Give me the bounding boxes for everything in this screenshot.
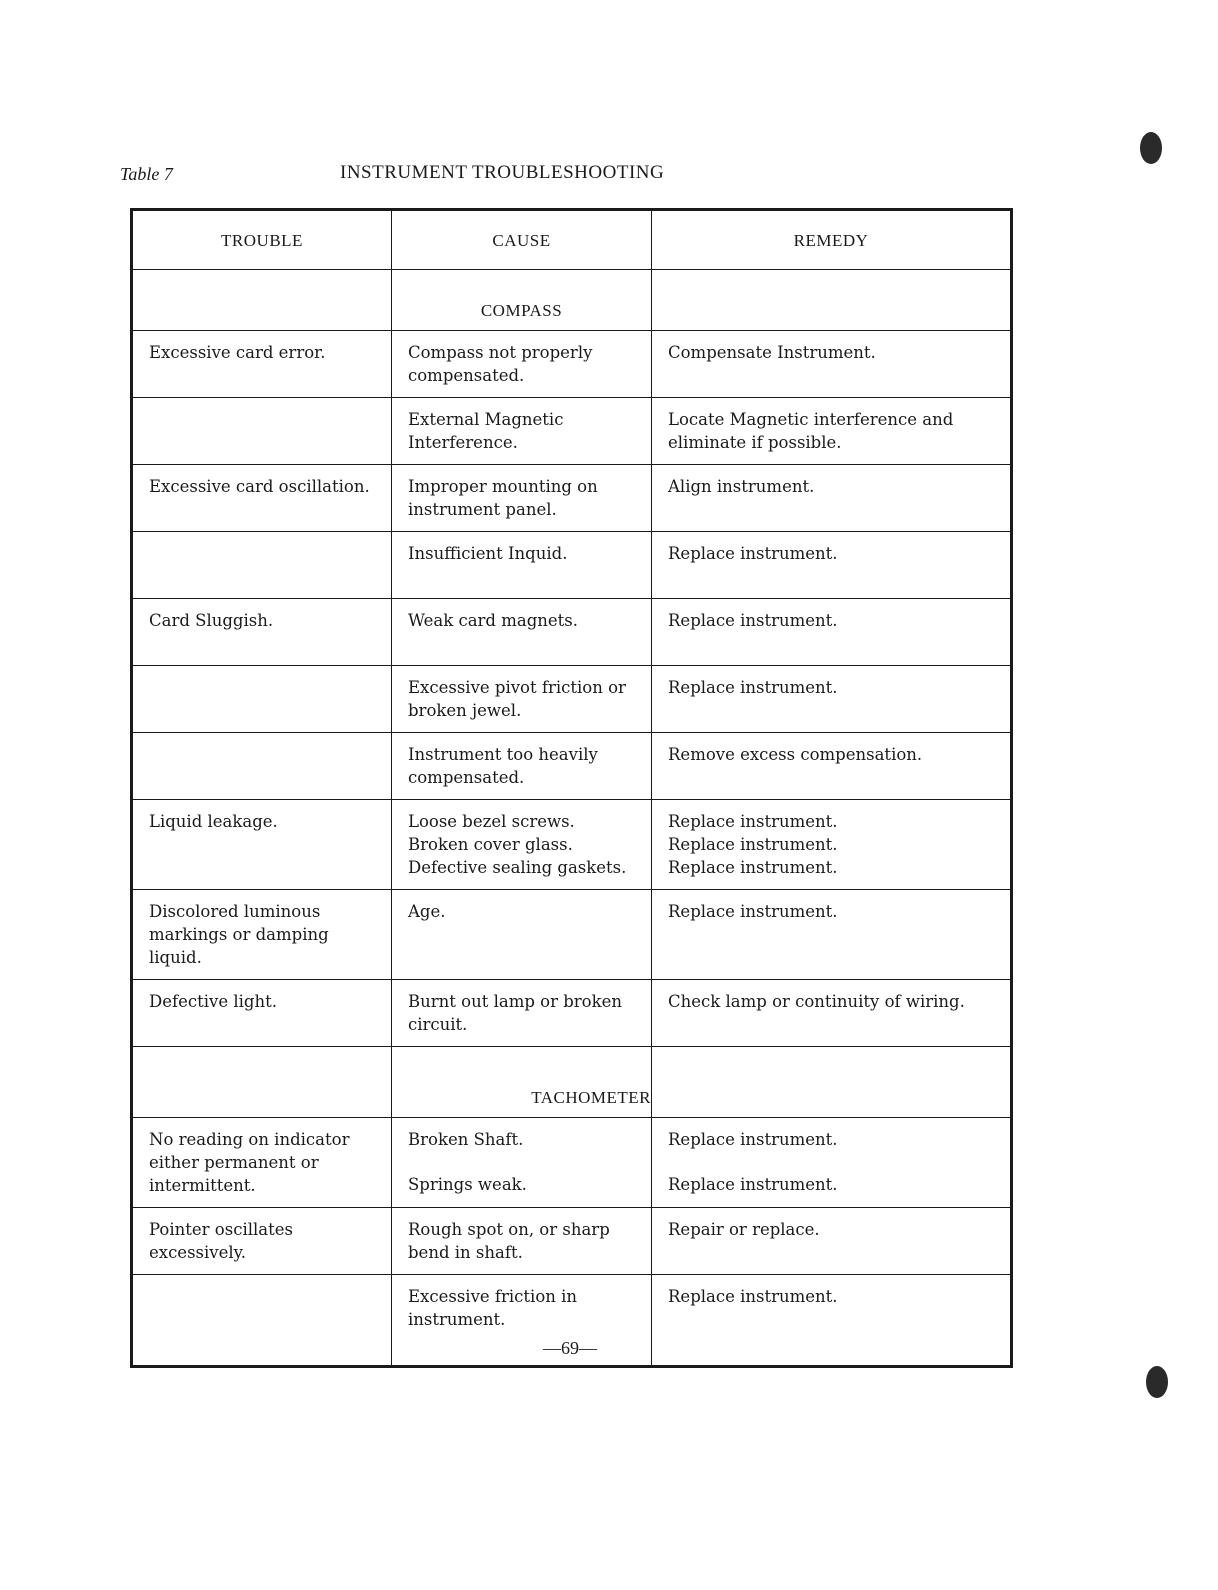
cause-cell: Burnt out lamp or broken circuit. — [392, 980, 652, 1047]
section-blank-cell — [132, 270, 392, 331]
table-row — [132, 532, 1012, 599]
table-row — [132, 666, 1012, 733]
table-row — [132, 1208, 1012, 1275]
trouble-cell: Excessive card error. — [132, 331, 392, 398]
trouble-cell: Pointer oscillates excessively. — [132, 1208, 392, 1275]
remedy-cell: Check lamp or continuity of wiring. — [652, 980, 1012, 1047]
remedy-cell: Replace instrument. — [652, 532, 1012, 599]
table-title: INSTRUMENT TROUBLESHOOTING — [340, 162, 665, 183]
cause-line: Loose bezel screws. — [408, 812, 575, 831]
remedy-line: Replace instrument. — [668, 1175, 838, 1194]
section-label-compass: COMPASS — [392, 270, 652, 331]
trouble-cell: No reading on indicator either permanent or intermittent. — [132, 1118, 392, 1208]
cause-cell — [392, 800, 652, 890]
table-row — [132, 331, 1012, 398]
trouble-cell — [132, 398, 392, 465]
table-row — [132, 398, 1012, 465]
trouble-cell — [132, 666, 392, 733]
remedy-cell: Compensate Instrument. — [652, 331, 1012, 398]
remedy-cell — [652, 1118, 1012, 1208]
table-row — [132, 599, 1012, 666]
section-row-compass — [132, 270, 1012, 331]
cause-cell: Excessive friction in instrument. — [392, 1275, 652, 1367]
section-row-tachometer — [132, 1047, 1012, 1118]
cause-cell: Excessive pivot friction or broken jewel. — [392, 666, 652, 733]
column-header-remedy: REMEDY — [652, 210, 1012, 270]
table-row — [132, 733, 1012, 800]
cause-cell: External Magnetic Interference. — [392, 398, 652, 465]
table-row — [132, 465, 1012, 532]
cause-cell: Insufficient Inquid. — [392, 532, 652, 599]
cause-cell — [392, 1118, 652, 1208]
section-blank-cell — [652, 270, 1012, 331]
remedy-cell: Align instrument. — [652, 465, 1012, 532]
trouble-cell — [132, 733, 392, 800]
table-row — [132, 800, 1012, 890]
column-header-trouble: TROUBLE — [132, 210, 392, 270]
section-blank-cell — [132, 1047, 392, 1118]
remedy-cell: Locate Magnetic interference and eliminate if possible. — [652, 398, 1012, 465]
remedy-cell: Replace instrument. — [652, 890, 1012, 980]
cause-cell: Instrument too heavily compensated. — [392, 733, 652, 800]
remedy-cell: Replace instrument. — [652, 1275, 1012, 1367]
cause-cell: Age. — [392, 890, 652, 980]
trouble-cell: Liquid leakage. — [132, 800, 392, 890]
remedy-line: Replace instrument. — [668, 858, 838, 877]
troubleshooting-table — [130, 208, 1013, 1368]
remedy-line: Replace instrument. — [668, 835, 838, 854]
section-label-tachometer: TACHOMETER — [392, 1047, 652, 1118]
cause-cell: Compass not properly compensated. — [392, 331, 652, 398]
cause-line: Springs weak. — [408, 1175, 527, 1194]
column-header-cause: CAUSE — [392, 210, 652, 270]
remedy-cell: Remove excess compensation. — [652, 733, 1012, 800]
remedy-line: Replace instrument. — [668, 812, 838, 831]
cause-cell: Improper mounting on instrument panel. — [392, 465, 652, 532]
remedy-line: Replace instrument. — [668, 1130, 838, 1149]
trouble-cell — [132, 532, 392, 599]
binder-hole-mark — [1140, 132, 1162, 164]
table-header-row — [132, 210, 1012, 270]
cause-line: Broken cover glass. — [408, 835, 573, 854]
section-blank-cell — [652, 1047, 1012, 1118]
cause-cell: Weak card magnets. — [392, 599, 652, 666]
table-row — [132, 1118, 1012, 1208]
page-number: —69— — [543, 1338, 597, 1358]
table-row — [132, 980, 1012, 1047]
trouble-cell: Card Sluggish. — [132, 599, 392, 666]
cause-line: Defective sealing gaskets. — [408, 858, 627, 877]
remedy-cell: Repair or replace. — [652, 1208, 1012, 1275]
remedy-cell: Replace instrument. — [652, 666, 1012, 733]
remedy-cell — [652, 800, 1012, 890]
trouble-cell: Discolored luminous markings or damping liquid. — [132, 890, 392, 980]
table-row — [132, 890, 1012, 980]
table-number: Table 7 — [120, 164, 173, 184]
cause-cell: Rough spot on, or sharp bend in shaft. — [392, 1208, 652, 1275]
trouble-cell: Excessive card oscillation. — [132, 465, 392, 532]
binder-hole-mark — [1146, 1366, 1168, 1398]
cause-line: Broken Shaft. — [408, 1130, 524, 1149]
trouble-cell: Defective light. — [132, 980, 392, 1047]
remedy-cell: Replace instrument. — [652, 599, 1012, 666]
